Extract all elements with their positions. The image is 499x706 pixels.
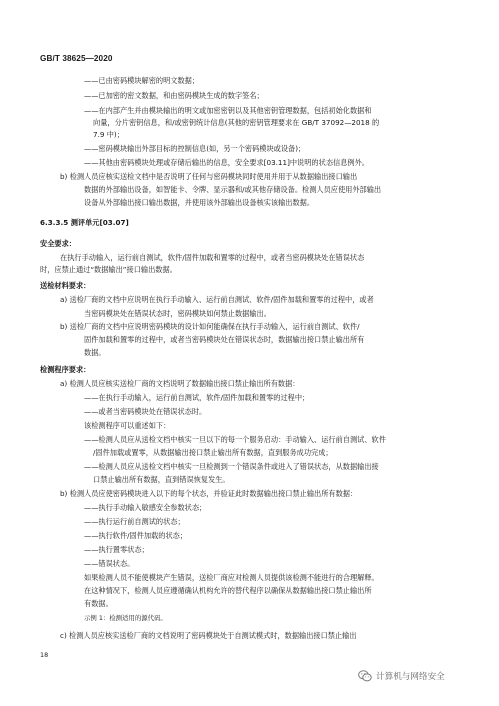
section-heading: 6.3.3.5 测评单元[03.07] [40, 218, 129, 227]
text-line: 时，应禁止通过“数据输出”接口输出数据。 [40, 265, 177, 274]
text-line: 7.9 中)； [93, 130, 124, 139]
text-line: ——检测人员应从送检文档中核实一旦以下的每一个服务启动：手动输入、运行前自测试、软件 [84, 435, 386, 444]
text-line: 如果检测人员不能使模块产生错误，送检厂商应对检测人员提供该检测不能进行的合理解释。 [84, 573, 379, 582]
text-line: ——密码模块输出外部目标的控制信息(如，另一个密码模块或设备)； [84, 144, 306, 153]
text-line: /固件加载或置零，从数据输出接口禁止输出所有数据，直到服务成功完成； [93, 448, 333, 457]
text-line: 设备从外部输出接口输出数据，并使用该外部输出设备核实该输出数据。 [84, 198, 315, 207]
list-item-a: a) 送检厂商的文档中应说明在执行手动输入、运行前自测试、软件/固件加载和置零的过程中，或者 [60, 295, 374, 304]
text-line: 该检测程序可以重述如下： [84, 421, 171, 430]
wechat-icon [358, 670, 372, 682]
text-line: 当密码模块处在错误状态时，密码模块如何禁止数据输出。 [84, 309, 271, 318]
text-line: 向量，分片密钥信息，和/或密钥统计信息(其他的密钥管理要求在 GB/T 37092—2018 的 [93, 118, 380, 127]
text-line: ——已加密的密文数据，和由密码模块生成的数字签名； [84, 91, 264, 100]
text-line: 固件加载和置零的过程中，或者当密码模块处在错误状态时，数据输出接口禁止输出所有 [84, 335, 365, 344]
subheading-test-procedure: 检测程序要求： [40, 365, 91, 374]
text-line: ——执行置零状态； [84, 545, 149, 554]
standard-number-header: GB/T 38625—2020 [40, 54, 113, 63]
list-item-b: b) 送检厂商的文档中应说明密码模块的设计如何能确保在执行手动输入，运行前自测试、软件/ [60, 322, 360, 331]
text-line: ——错误状态。 [84, 559, 135, 568]
list-item-b: b) 检测人员应使密码模块进入以下的每个状态，并验证此时数据输出接口禁止输出所有数据： [60, 489, 358, 498]
text-line: ——已由密码模块解密的明文数据； [84, 76, 200, 85]
text-line: 口禁止输出所有数据，直到错误恢复发生。 [93, 475, 230, 484]
text-line: ——其他由密码模块处理或存储后输出的信息，安全要求[03.11]中说明的状态信息例外。 [84, 158, 369, 167]
text-line: ——执行运行前自测试的状态； [84, 517, 185, 526]
subheading-submission-requirements: 送检材料要求： [40, 281, 91, 290]
subheading-security-requirements: 安全要求： [40, 239, 76, 248]
text-line: ——在执行手动输入，运行前自测试，软件/固件加载和置零的过程中； [84, 393, 310, 402]
list-item-b: b) 检测人员应核实送检文档中是否说明了任何与密码模块同时使用并用于从数据输出接口输出 [60, 172, 358, 181]
text-line: 数据。 [84, 348, 106, 357]
text-line: ——执行软件/固件加载的状态； [84, 531, 188, 540]
text-line: 在这种情况下，检测人员应遵循确认机构允许的替代程序以确保从数据输出接口禁止输出所 [84, 586, 372, 595]
list-item-a: a) 检测人员应核实送检厂商的文档说明了数据输出接口禁止输出所有数据： [60, 379, 300, 388]
text-line: 在执行手动输入，运行前自测试，软件/固件加载和置零的过程中，或者当密码模块处在错误状态 [60, 253, 365, 262]
text-line: ——在内部产生并由模块输出的明文或加密密钥以及其他密钥管理数据，包括初始化数据和 [84, 106, 372, 115]
text-line: 数据的外部输出设备，如智能卡、令牌、显示器和/或其他存储设备。检测人员应使用外部输出 [84, 185, 382, 194]
watermark-text: 计算机与网络安全 [376, 672, 445, 682]
text-line: ——检测人员应从送检文档中核实一旦检测到一个错误条件或进入了错误状态，从数据输出接 [84, 462, 379, 471]
wechat-watermark [358, 670, 445, 682]
text-line: ——执行手动输入敏感安全参数状态； [84, 503, 207, 512]
list-item-c: c) 检测人员应核实送检厂商的文档说明了密码模块处于自测试模式时，数据输出接口禁止输出 [60, 631, 357, 640]
text-line: ——或者当密码模块处在错误状态时。 [84, 407, 207, 416]
text-line: 有数据。 [84, 599, 113, 608]
example-note: 示例 1：检测适用的源代码。 [84, 614, 167, 622]
page-number: 18 [40, 651, 49, 659]
